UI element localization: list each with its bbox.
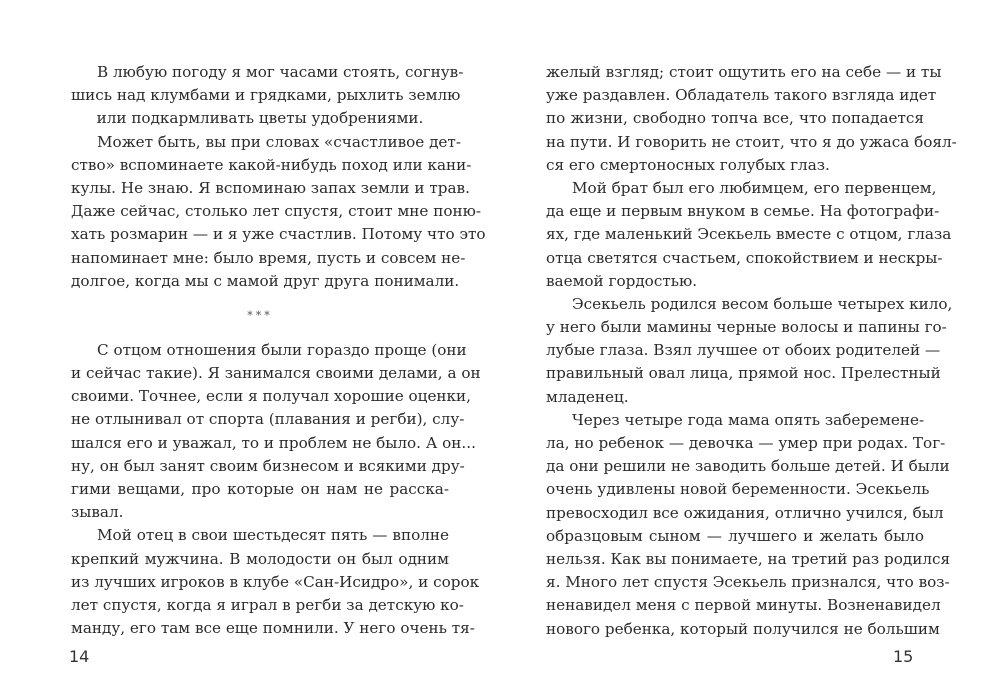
text-line: ла, но ребенок — девочка — умер при родах. Тог- [546, 434, 946, 452]
text-line: Эсекьель родился весом больше четырех кило, [572, 294, 953, 313]
paragraph [71, 61, 464, 131]
page-number: 14 [69, 647, 90, 666]
text-line: шись над клумбами и грядками, рыхлить землю [71, 86, 461, 105]
text-line: и сейчас такие). Я занимался своими делами, а он [71, 364, 481, 383]
text-line: лет спустя, когда я играл в регби за детскую ко- [71, 595, 464, 614]
right-page [495, 0, 989, 700]
text-line: ях, где маленький Эсекьель вместе с отцом, глаза [546, 225, 952, 244]
text-line: В любую погоду я мог часами стоять, согнув- [97, 63, 464, 81]
paragraph [546, 293, 953, 409]
text-line: Мой брат был его любимцем, его первенцем, [572, 178, 937, 197]
text-line: Мой отец в свои шестьдесят пять — вполне [97, 526, 449, 545]
left-page-text [71, 61, 486, 640]
text-line: зывал. [71, 503, 124, 522]
text-line: не отлынивал от спорта (плавания и регби), слу- [71, 410, 465, 429]
paragraph [546, 177, 952, 293]
text-line: напоминает мне: было время, пусть и совсем не- [71, 248, 466, 267]
text-line: правильный овал лица, прямой нос. Прелестный [546, 364, 941, 383]
text-line: или подкармливать цветы удобрениями. [96, 109, 424, 128]
text-line: шался его и уважал, то и проблем не было. А он... [71, 433, 476, 452]
text-line: превосходил все ожидания, отлично учился, был [546, 503, 944, 522]
text-line: долгое, когда мы с мамой друг друга понимали. [71, 271, 460, 290]
text-line: манду, его там все еще помнили. У него очень тя- [71, 619, 475, 638]
text-line: Может быть, вы при словах «счастливое дет- [97, 132, 461, 151]
text-line: я. Много лет спустя Эсекьель признался, что воз- [546, 573, 950, 592]
text-line: лубые глаза. Взял лучшее от обоих родителей — [546, 341, 941, 360]
text-line: очень удивлены новой беременности. Эсекьель [546, 480, 930, 499]
text-line: ну, он был занят своим бизнесом и всякими дру- [71, 456, 465, 475]
text-line: младенец. [546, 387, 629, 406]
text-line: ненавидел меня с первой минуты. Возненавидел [546, 596, 941, 615]
text-line: да еще и первым внуком в семье. На фотографи- [546, 202, 940, 221]
text-line: на пути. И говорить не стоит, что я до ужаса боял- [546, 132, 957, 151]
paragraph [546, 409, 951, 641]
left-page [0, 0, 494, 700]
paragraph [546, 61, 957, 177]
section-separator: *** [247, 308, 273, 322]
text-line: нельзя. Как вы понимаете, на третий раз родился [546, 549, 951, 568]
text-line: ся его смертоносных голубых глаз. [546, 155, 830, 174]
right-page-text [546, 61, 957, 641]
text-line: Даже сейчас, столько лет спустя, стоит мне поню- [71, 202, 481, 221]
text-line: ство» вспоминаете какой-нибудь поход или кани- [71, 155, 472, 174]
text-line: образцовым сыном — лучшего и желать было [546, 526, 924, 545]
text-line: хать розмарин — и я уже счастлив. Потому что это [71, 225, 486, 244]
text-line: своими. Точнее, если я получал хорошие оценки, [71, 387, 471, 406]
text-line: по жизни, свободно топча все, что попадается [546, 109, 924, 128]
paragraph [71, 339, 481, 525]
text-line: отца светятся счастьем, спокойствием и нескры- [546, 248, 943, 267]
text-line: да они решили не заводить больше детей. И были [546, 457, 950, 476]
text-line: крепкий мужчина. В молодости он был одним [71, 549, 449, 568]
text-line: нового ребенка, который получился не большим [546, 619, 940, 638]
page-number: 15 [893, 647, 914, 666]
text-line: у него были мамины черные волосы и папины го- [546, 318, 947, 337]
text-line: С отцом отношения были гораздо проще (они [97, 340, 467, 359]
text-line: гими вещами, про которые он нам не расска- [71, 480, 449, 498]
paragraph [71, 131, 486, 293]
text-line: ваемой гордостью. [546, 271, 698, 290]
text-line: уже раздавлен. Обладатель такого взгляда идет [546, 86, 937, 105]
text-line: желый взгляд; стоит ощутить его на себе — и ты [546, 63, 942, 81]
paragraph [71, 524, 480, 640]
text-line: кулы. Не знаю. Я вспоминаю запах земли и трав. [71, 178, 470, 197]
text-line: из лучших игроков в клубе «Сан-Исидро», и сорок [71, 572, 480, 591]
text-line: Через четыре года мама опять забеременe- [572, 410, 925, 429]
